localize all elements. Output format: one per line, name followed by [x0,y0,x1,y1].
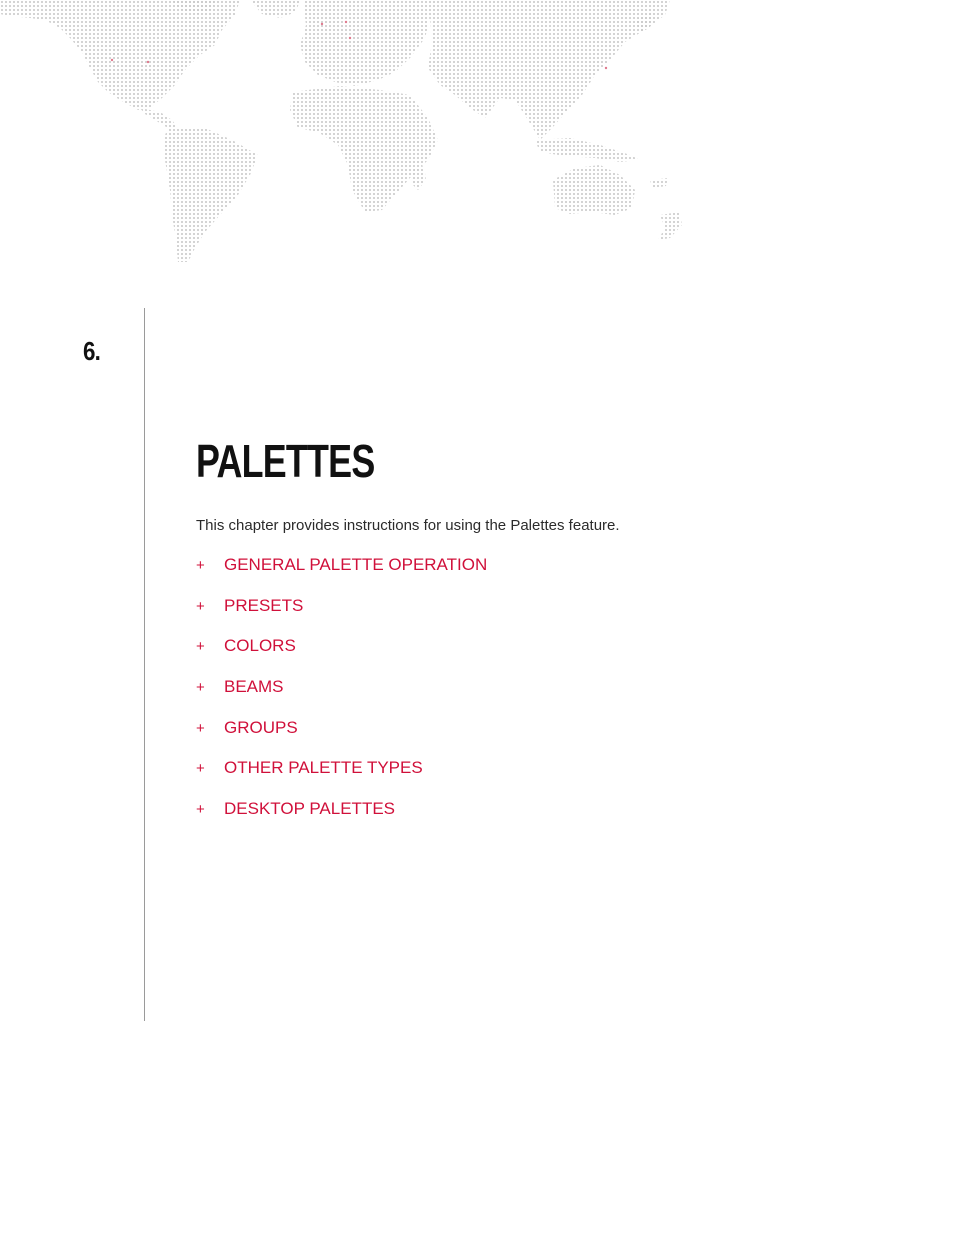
chapter-title: PALETTES [196,435,375,487]
toc-link[interactable]: DESKTOP PALETTES [224,799,396,819]
toc-item-colors[interactable] [196,636,487,677]
vertical-divider [144,308,145,1021]
toc-item-other-palette-types[interactable] [196,758,487,799]
toc-link[interactable]: COLORS [224,636,296,656]
toc-item-presets[interactable] [196,596,487,637]
plus-icon: + [196,719,205,737]
toc-link[interactable]: BEAMS [224,677,284,697]
world-map-decoration [0,0,700,270]
chapter-contents-list [196,555,487,840]
toc-link[interactable]: OTHER PALETTE TYPES [224,758,423,778]
chapter-number: 6. [83,336,100,366]
toc-item-beams[interactable] [196,677,487,718]
plus-icon: + [196,801,205,819]
plus-icon: + [196,557,205,574]
chapter-intro: This chapter provides instructions for using the Palettes feature. [196,517,620,534]
toc-item-general-palette-operation[interactable] [196,555,487,596]
plus-icon: + [196,679,205,697]
plus-icon: + [196,597,205,615]
toc-link[interactable]: PRESETS [224,595,304,615]
plus-icon: + [196,760,205,778]
toc-link[interactable]: GROUPS [224,717,298,737]
toc-link[interactable]: GENERAL PALETTE OPERATION [224,555,488,574]
plus-icon: + [196,638,205,656]
toc-item-groups[interactable] [196,718,487,759]
toc-item-desktop-palettes[interactable] [196,799,487,840]
